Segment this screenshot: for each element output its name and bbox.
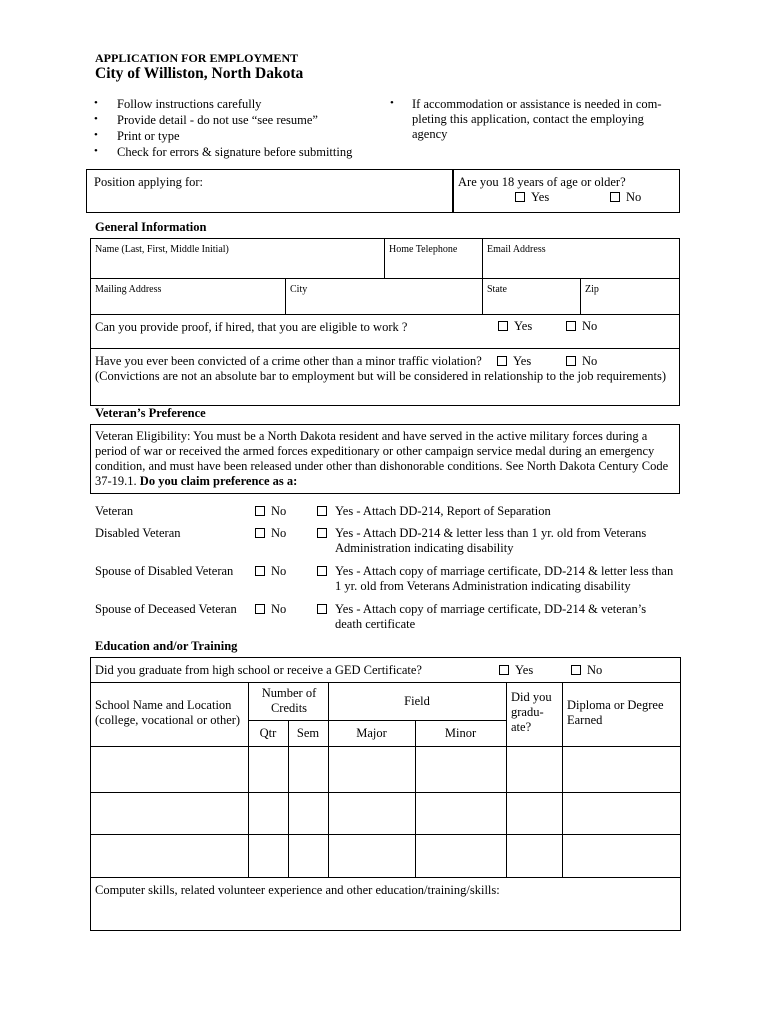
eligibility-yes-option[interactable]: Yes: [498, 319, 532, 334]
age-no-option[interactable]: No: [610, 190, 641, 205]
position-input[interactable]: [92, 192, 448, 210]
name-label: Name (Last, First, Middle Initial): [95, 244, 229, 255]
city-label: City: [290, 284, 308, 295]
instruction-item: Print or type: [117, 129, 180, 143]
accommodation-note: If accommodation or assistance is needed in com-pleting this application, contact the employing agency: [412, 97, 662, 141]
veterans-preference-heading: Veteran’s Preference: [95, 406, 206, 420]
divider: [482, 238, 483, 314]
conviction-question: Have you ever been convicted of a crime other than a minor traffic violation?: [95, 354, 482, 368]
col-field-header: Field: [404, 694, 430, 708]
checkbox-icon[interactable]: [498, 321, 508, 331]
home-telephone-label: Home Telephone: [389, 244, 458, 255]
bullet-icon: •: [94, 113, 98, 125]
email-label: Email Address: [487, 244, 546, 255]
education-entry-row[interactable]: [91, 835, 680, 876]
ged-no-option[interactable]: No: [571, 663, 602, 678]
veteran-yes-text: Yes - Attach DD-214, Report of Separation: [335, 504, 551, 518]
bullet-icon: •: [390, 97, 394, 109]
col-graduate-header: Did you gradu-ate?: [511, 690, 552, 734]
divider: [285, 278, 286, 314]
home-telephone-input[interactable]: [386, 258, 480, 276]
spouse-disabled-yes-text: Yes - Attach copy of marriage certificate, DD-214 & letter less than 1 yr. old from Veterans Administration indicating disability: [335, 564, 674, 593]
spouse-disabled-yes-checkbox[interactable]: [317, 566, 327, 576]
divider: [90, 314, 680, 315]
veteran-type-label: Disabled Veteran: [95, 526, 181, 540]
eligibility-no-option[interactable]: No: [566, 319, 597, 334]
name-input[interactable]: [92, 258, 382, 276]
veteran-yes-checkbox[interactable]: [317, 506, 327, 516]
checkbox-icon[interactable]: [499, 665, 509, 675]
ged-question: Did you graduate from high school or receive a GED Certificate?: [95, 663, 422, 677]
spouse-disabled-no-option[interactable]: No: [255, 564, 286, 579]
checkbox-icon[interactable]: [255, 506, 265, 516]
conviction-yes-option[interactable]: Yes: [497, 354, 531, 369]
zip-input[interactable]: [582, 296, 678, 312]
instruction-item: Check for errors & signature before submitting: [117, 145, 353, 159]
checkbox-icon[interactable]: [497, 356, 507, 366]
education-heading: Education and/or Training: [95, 639, 238, 653]
instruction-item: Follow instructions carefully: [117, 97, 262, 111]
divider: [384, 238, 385, 278]
eligibility-question: Can you provide proof, if hired, that you are eligible to work ?: [95, 320, 408, 334]
bullet-icon: •: [94, 129, 98, 141]
divider: [90, 682, 681, 683]
general-information-heading: General Information: [95, 220, 207, 234]
spouse-deceased-yes-checkbox[interactable]: [317, 604, 327, 614]
divider: [580, 278, 581, 314]
ged-yes-option[interactable]: Yes: [499, 663, 533, 678]
checkbox-icon[interactable]: [571, 665, 581, 675]
bullet-icon: •: [94, 97, 98, 109]
col-sem-header: Sem: [296, 726, 320, 740]
divider: [90, 278, 680, 279]
checkbox-icon[interactable]: [255, 528, 265, 538]
conviction-note: (Convictions are not an absolute bar to employment but will be considered in relationship to the job requirements): [95, 369, 667, 383]
checkbox-icon[interactable]: [255, 566, 265, 576]
divider: [90, 877, 681, 878]
state-input[interactable]: [484, 296, 578, 312]
veteran-type-label: Spouse of Disabled Veteran: [95, 564, 234, 578]
skills-label: Computer skills, related volunteer experience and other education/training/skills:: [95, 883, 500, 897]
checkbox-icon[interactable]: [255, 604, 265, 614]
checkbox-icon[interactable]: [515, 192, 525, 202]
bullet-icon: •: [94, 145, 98, 157]
position-label: Position applying for:: [94, 175, 204, 189]
email-input[interactable]: [484, 258, 678, 276]
city-input[interactable]: [287, 296, 480, 312]
col-qtr-header: Qtr: [259, 726, 277, 740]
disabled-veteran-yes-text: Yes - Attach DD-214 & letter less than 1 yr. old from Veterans Administration indicating disability: [335, 526, 647, 555]
age-question: Are you 18 years of age or older?: [458, 175, 626, 189]
divider: [90, 348, 680, 349]
page-title: City of Williston, North Dakota: [95, 65, 304, 82]
disabled-veteran-yes-checkbox[interactable]: [317, 528, 327, 538]
skills-input[interactable]: [92, 900, 679, 929]
checkbox-icon[interactable]: [610, 192, 620, 202]
col-major-header: Major: [356, 726, 387, 740]
col-credits-header: Number of Credits: [261, 686, 317, 715]
form-pre-title: APPLICATION FOR EMPLOYMENT: [95, 51, 299, 65]
instruction-item: Provide detail - do not use “see resume”: [117, 113, 318, 127]
mailing-address-input[interactable]: [92, 296, 282, 312]
age-yes-option[interactable]: Yes: [515, 190, 549, 205]
veteran-type-label: Spouse of Deceased Veteran: [95, 602, 237, 616]
spouse-deceased-yes-text: Yes - Attach copy of marriage certificate, DD-214 & veteran’s death certificate: [335, 602, 647, 631]
veteran-no-option[interactable]: No: [255, 504, 286, 519]
state-label: State: [487, 284, 507, 295]
spouse-deceased-no-option[interactable]: No: [255, 602, 286, 617]
col-school-header: School Name and Location (college, vocational or other): [95, 698, 241, 727]
mailing-address-label: Mailing Address: [95, 284, 162, 295]
veteran-eligibility-text: Veteran Eligibility: You must be a North Dakota resident and have served in the active military forces during a period of war or received the armed forces expeditionary or other campaign service medal during an emergency condition, and must have been released under other than dishonorable conditions. See North Dakota Century Code 37-19.1. Do you claim preference as a:: [95, 429, 669, 488]
checkbox-icon[interactable]: [566, 321, 576, 331]
divider: [248, 720, 506, 721]
conviction-no-option[interactable]: No: [566, 354, 597, 369]
col-diploma-header: Diploma or Degree Earned: [567, 698, 664, 727]
education-entry-row[interactable]: [91, 747, 680, 791]
veteran-type-label: Veteran: [95, 504, 134, 518]
disabled-veteran-no-option[interactable]: No: [255, 526, 286, 541]
checkbox-icon[interactable]: [566, 356, 576, 366]
col-minor-header: Minor: [444, 726, 477, 740]
zip-label: Zip: [585, 284, 599, 295]
education-entry-row[interactable]: [91, 793, 680, 833]
